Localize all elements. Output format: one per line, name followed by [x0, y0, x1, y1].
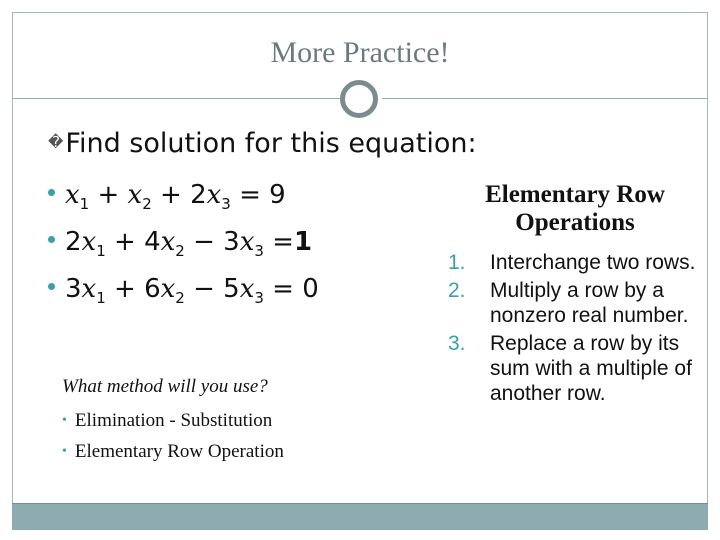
bullet-dot-icon	[48, 236, 55, 243]
method-question: What method will you use?	[62, 376, 268, 397]
bullet-marker: �	[48, 133, 64, 151]
row-ops-heading: Elementary Row Operations	[485, 181, 665, 236]
option-elimination: • Elimination - Substitution	[62, 410, 273, 431]
footer-bar	[12, 503, 708, 530]
slide-title: More Practice!	[270, 36, 450, 69]
title-divider-left	[12, 98, 340, 99]
problem-heading	[48, 128, 477, 159]
bullet-dot-icon: •	[62, 413, 67, 428]
circle-ornament-icon	[340, 80, 378, 118]
equation-2: $2x_1 + 4x_2 - 3x_3 =1$	[48, 227, 312, 260]
list-item: 3. Replace a row by its sum with a multiple of another row.	[448, 332, 692, 405]
equation-3: $3x_1 + 6x_2 - 5x_3 = 0$	[48, 274, 319, 307]
list-item: 2. Multiply a row by a nonzero real number.	[448, 279, 689, 327]
problem-heading-text: Find solution for this equation:	[65, 128, 477, 159]
bullet-dot-icon: •	[62, 444, 67, 459]
row-ops-list	[448, 250, 702, 409]
title-divider-right	[382, 98, 708, 99]
option-row-operation: • Elementary Row Operation	[62, 441, 284, 462]
equation-1: $x_1 + x_2 + 2x_3 = 9$	[48, 180, 286, 213]
bullet-dot-icon	[48, 189, 55, 196]
list-item: 1. Interchange two rows.	[448, 251, 696, 274]
bullet-dot-icon	[48, 283, 55, 290]
